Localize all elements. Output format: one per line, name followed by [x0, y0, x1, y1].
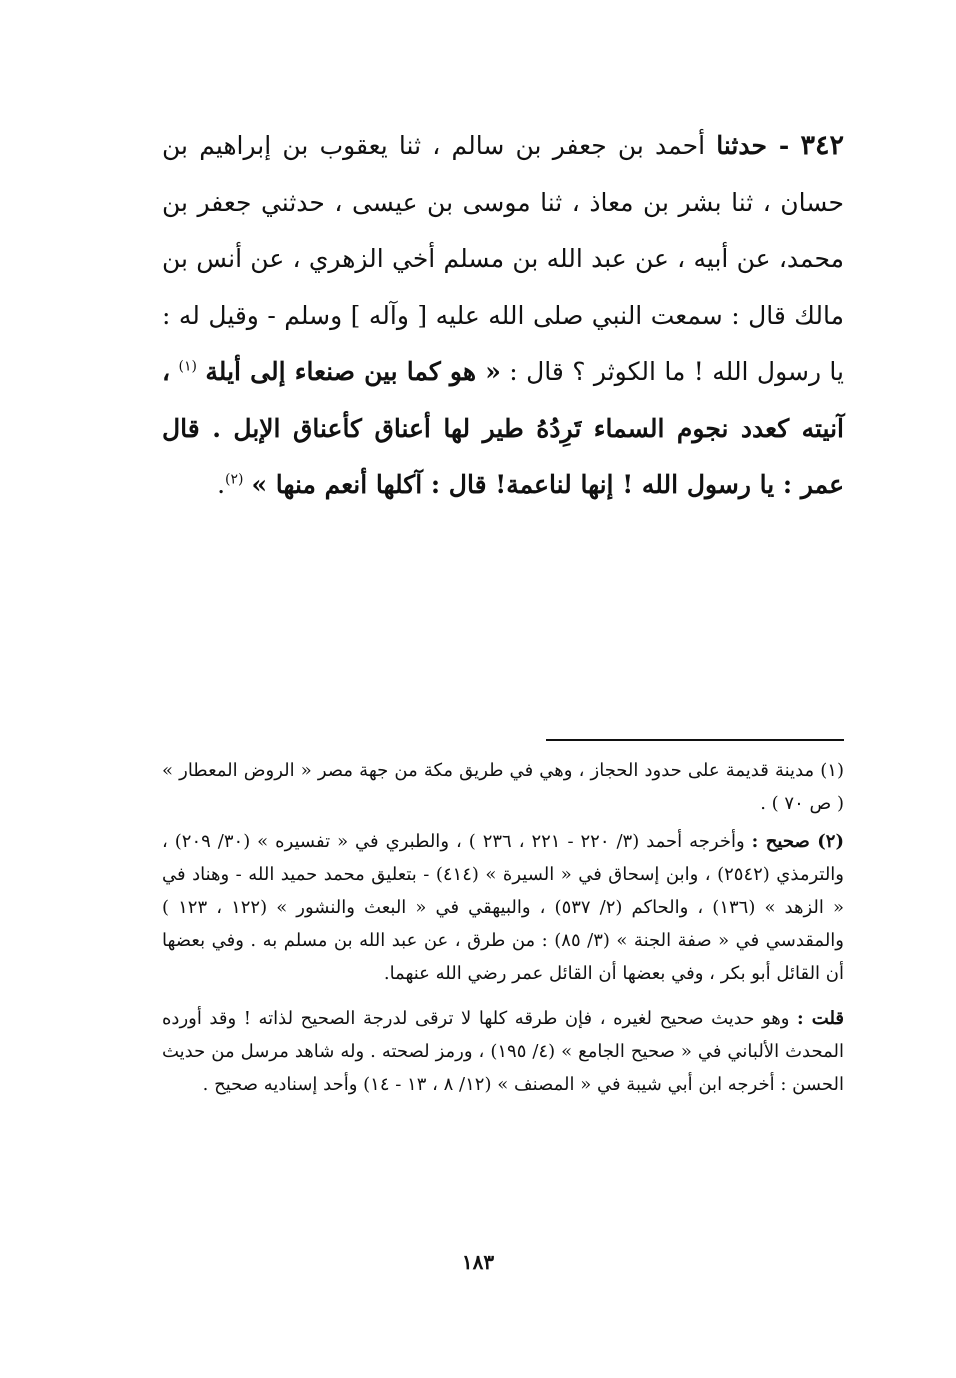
hadith-paragraph [162, 118, 844, 514]
page-number: ١٨٣ [461, 1250, 495, 1274]
footnotes-section [162, 754, 844, 1106]
footnote-divider [546, 739, 844, 741]
hadith-opening: - حدثنا [716, 131, 790, 160]
hadith-matn-part1: « هو كما بين صنعاء إلى أيلة [205, 357, 501, 386]
hadith-closing: . [217, 470, 226, 499]
footnote-ref-2: (٢) [225, 471, 244, 488]
footnote-2 [162, 825, 844, 990]
footnote-ref-1: (١) [178, 358, 197, 375]
hadith-number: ٣٤٢ [800, 130, 844, 161]
hadith-text [162, 118, 844, 514]
hadith-matn-part2: ، آنيته كعدد نجوم السماء تَرِدُهُ طير لها أعناق كأعناق الإبل . قال عمر : يا رسول الله ! إنها لناعمة! قال : آكلها أنعم منها » [162, 357, 844, 499]
footnote-3-label: قلت : [797, 1008, 845, 1029]
footnote-3-text: وهو حديث صحيح لغيره ، فإن طرقه كلها لا ترقى لدرجة الصحيح لذاته ! وقد أورده المحدث الألباني في « صحيح الجامع » (٤/ ١٩٥) ، ورمز لصحته . وله شاهد مرسل من حديث الحسن : أخرجه ابن أبي شيبة في « المصنف » (١٢/ ٨ ، ١٣ - ١٤) وأحد إسناديه صحيح . [162, 1008, 844, 1095]
hadith-isnad: أحمد بن جعفر بن سالم ، ثنا يعقوب بن إبراهيم بن حسان ، ثنا بشر بن معاذ ، ثنا موسى بن عيسى ، حدثني جعفر بن محمد، عن أبيه ، عن عبد الله بن مسلم أخي الزهري ، عن أنس بن مالك قال : سمعت النبي صلى الله عليه [ وآله ] وسلم - وقيل له : يا رسول الله ! ما الكوثر ؟ قال : [162, 131, 845, 386]
footnote-2-label: (٢) صحيح : [751, 831, 844, 852]
footnote-1: (١) مدينة قديمة على حدود الحجاز ، وهي في طريق مكة من جهة مصر « الروض المعطار » ( ص ٧٠ ) . [162, 760, 844, 814]
footnote-2-text: وأخرجه أحمد (٣/ ٢٢٠ - ٢٢١ ، ٢٣٦ ) ، والطبري في « تفسيره » (٣٠/ ٢٠٩) ، والترمذي (٢٥٤٢) ، وابن إسحاق في « السيرة » (٤١٤) - بتعليق محمد حميد الله - وهناد في « الزهد » (١٣٦) ، والحاكم (٢/ ٥٣٧) ، والبيهقي في « البعث والنشور » (١٢٢ ، ١٢٣ ) والمقدسي في « صفة الجنة » (٣/ ٨٥) : من طرق ، عن عبد الله بن مسلم به . وفي بعضها أن القائل أبو بكر ، وفي بعضها أن القائل عمر رضي الله عنهما. [162, 831, 845, 984]
footnote-3 [162, 1002, 844, 1101]
